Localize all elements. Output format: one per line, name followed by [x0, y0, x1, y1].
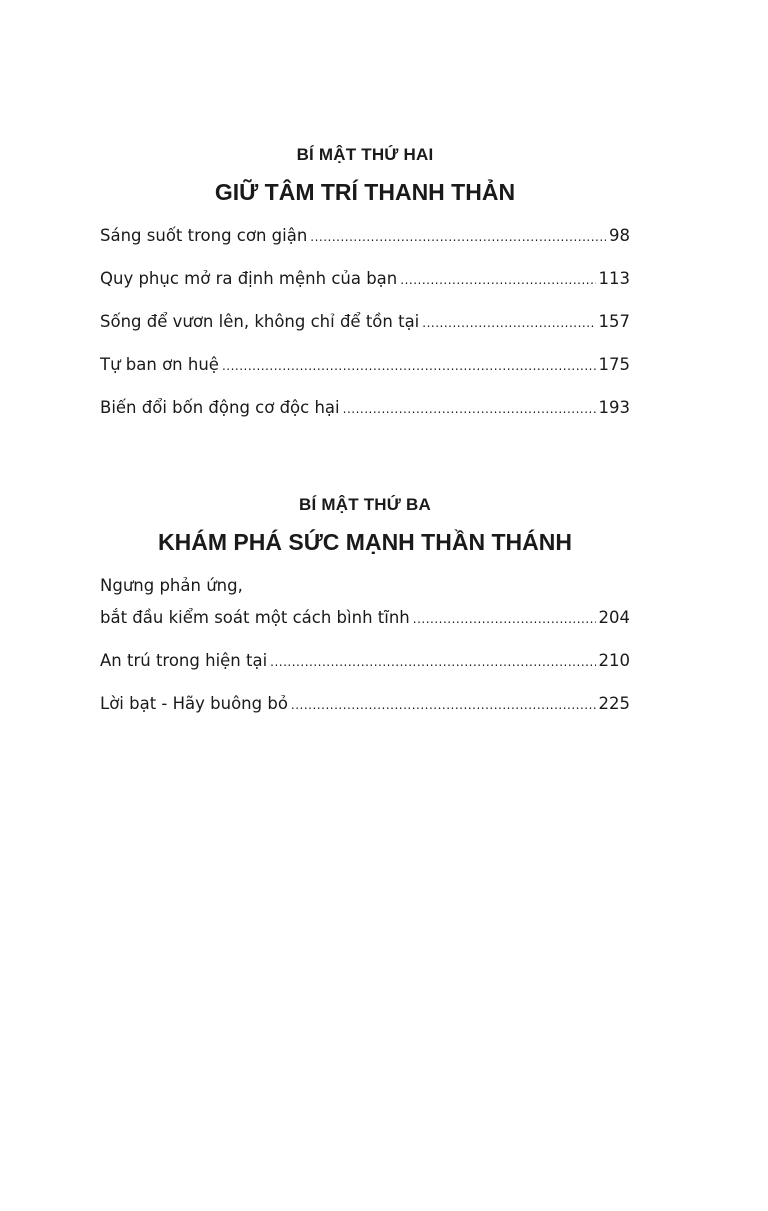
toc-entry-page: 204 — [598, 608, 630, 627]
dot-leader — [310, 225, 606, 249]
toc-entry-page: 210 — [598, 651, 630, 670]
toc-entry[interactable] — [100, 574, 630, 631]
toc-entry-title: Lời bạt - Hãy buông bỏ — [100, 694, 288, 713]
section-kicker: BÍ MẬT THỨ HAI — [296, 145, 434, 164]
toc-entry[interactable] — [100, 310, 630, 335]
toc-entry-list — [100, 574, 630, 717]
toc-entry-page: 113 — [598, 269, 630, 288]
toc-entry[interactable] — [100, 267, 630, 292]
section-kicker: BÍ MẬT THỨ BA — [299, 495, 431, 514]
toc-entry-title: Tự ban ơn huệ — [100, 355, 219, 374]
toc-entry-title-line1: Ngưng phản ứng, — [100, 576, 243, 595]
toc-section-secret-two — [100, 143, 630, 439]
toc-entry-page: 193 — [598, 398, 630, 417]
section-title: GIỮ TÂM TRÍ THANH THẢN — [214, 179, 516, 205]
dot-leader — [291, 693, 596, 717]
toc-entry-list — [100, 224, 630, 421]
toc-entry-page: 98 — [609, 226, 630, 245]
toc-entry[interactable] — [100, 396, 630, 421]
toc-entry-title: Sáng suốt trong cơn giận — [100, 226, 308, 245]
dot-leader — [400, 268, 595, 292]
dot-leader — [413, 607, 596, 631]
toc-entry-title: Biến đổi bốn động cơ độc hại — [100, 398, 340, 417]
dot-leader — [343, 397, 596, 421]
toc-entry[interactable] — [100, 224, 630, 249]
toc-entry-page: 175 — [598, 355, 630, 374]
dot-leader — [270, 650, 595, 674]
section-title: KHÁM PHÁ SỨC MẠNH THẦN THÁNH — [158, 529, 572, 555]
toc-entry-page: 157 — [598, 312, 630, 331]
dot-leader — [222, 354, 596, 378]
toc-entry-title: bắt đầu kiểm soát một cách bình tĩnh — [100, 608, 410, 627]
toc-entry-title: Sống để vươn lên, không chỉ để tồn tại — [100, 312, 420, 331]
toc-section-secret-three — [100, 493, 630, 735]
toc-entry[interactable] — [100, 353, 630, 378]
toc-entry-title: An trú trong hiện tại — [100, 651, 268, 670]
toc-entry[interactable] — [100, 692, 630, 717]
toc-entry[interactable] — [100, 649, 630, 674]
toc-entry-title: Quy phục mở ra định mệnh của bạn — [100, 269, 398, 288]
toc-entry-page: 225 — [598, 694, 630, 713]
dot-leader — [422, 311, 595, 335]
